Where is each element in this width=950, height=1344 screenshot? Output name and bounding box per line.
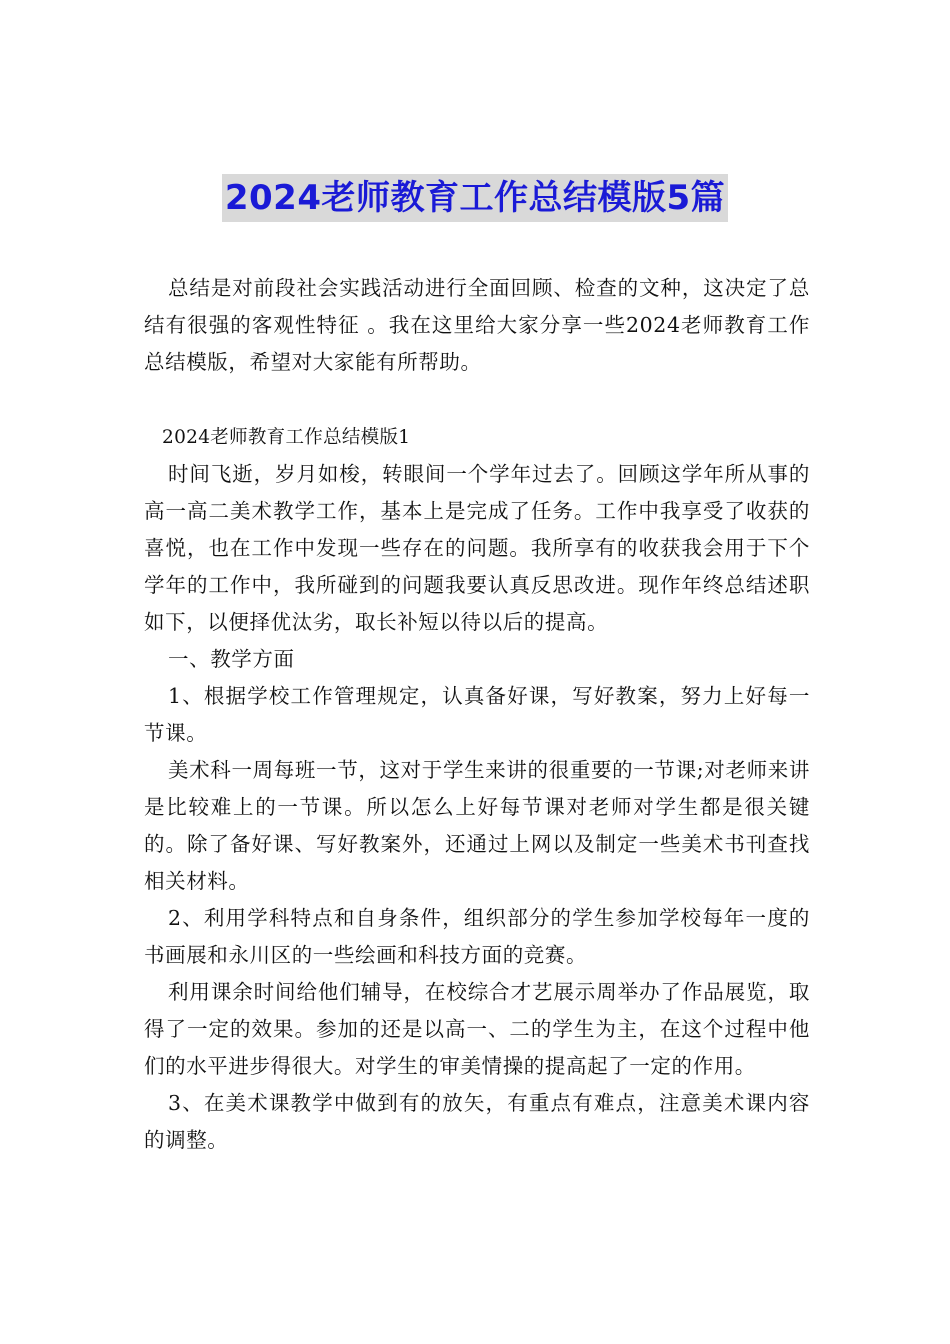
body-paragraph: 利用课余时间给他们辅导，在校综合才艺展示周举办了作品展览，取得了一定的效果。参加的还是以高一、二的学生为主，在这个过程中他们的水平进步得很大。对学生的审美情操的提高起了一定的作用。 bbox=[144, 980, 810, 1078]
document-title: 2024老师教育工作总结模版5篇 bbox=[222, 174, 728, 222]
document-body bbox=[144, 270, 810, 1159]
body-paragraph: 2、利用学科特点和自身条件，组织部分的学生参加学校每年一度的书画展和永川区的一些绘画和科技方面的竞赛。 bbox=[144, 906, 810, 967]
body-paragraph: 时间飞逝，岁月如梭，转眼间一个学年过去了。回顾这学年所从事的高一高二美术教学工作，基本上是完成了任务。工作中我享受了收获的喜悦，也在工作中发现一些存在的问题。我所享有的收获我会用于下个学年的工作中，我所碰到的问题我要认真反思改进。现作年终总结述职如下，以便择优汰劣，取长补短以待以后的提高。 bbox=[144, 462, 810, 634]
body-paragraph: 一、教学方面 bbox=[168, 647, 295, 671]
title-block bbox=[0, 174, 950, 222]
body-paragraph: 1、根据学校工作管理规定，认真备好课，写好教案，努力上好每一节课。 bbox=[144, 684, 810, 745]
intro-paragraph: 总结是对前段社会实践活动进行全面回顾、检查的文种，这决定了总结有很强的客观性特征 。我在这里给大家分享一些2024老师教育工作总结模版，希望对大家能有所帮助。 bbox=[144, 276, 810, 374]
body-paragraph: 美术科一周每班一节，这对于学生来讲的很重要的一节课;对老师来讲是比较难上的一节课。所以怎么上好每节课对老师对学生都是很关键的。除了备好课、写好教案外，还通过上网以及制定一些美术书刊查找相关材料。 bbox=[144, 758, 810, 893]
body-paragraph: 3、在美术课教学中做到有的放矢，有重点有难点，注意美术课内容的调整。 bbox=[144, 1091, 810, 1152]
section-title: 2024老师教育工作总结模版1 bbox=[162, 427, 411, 448]
